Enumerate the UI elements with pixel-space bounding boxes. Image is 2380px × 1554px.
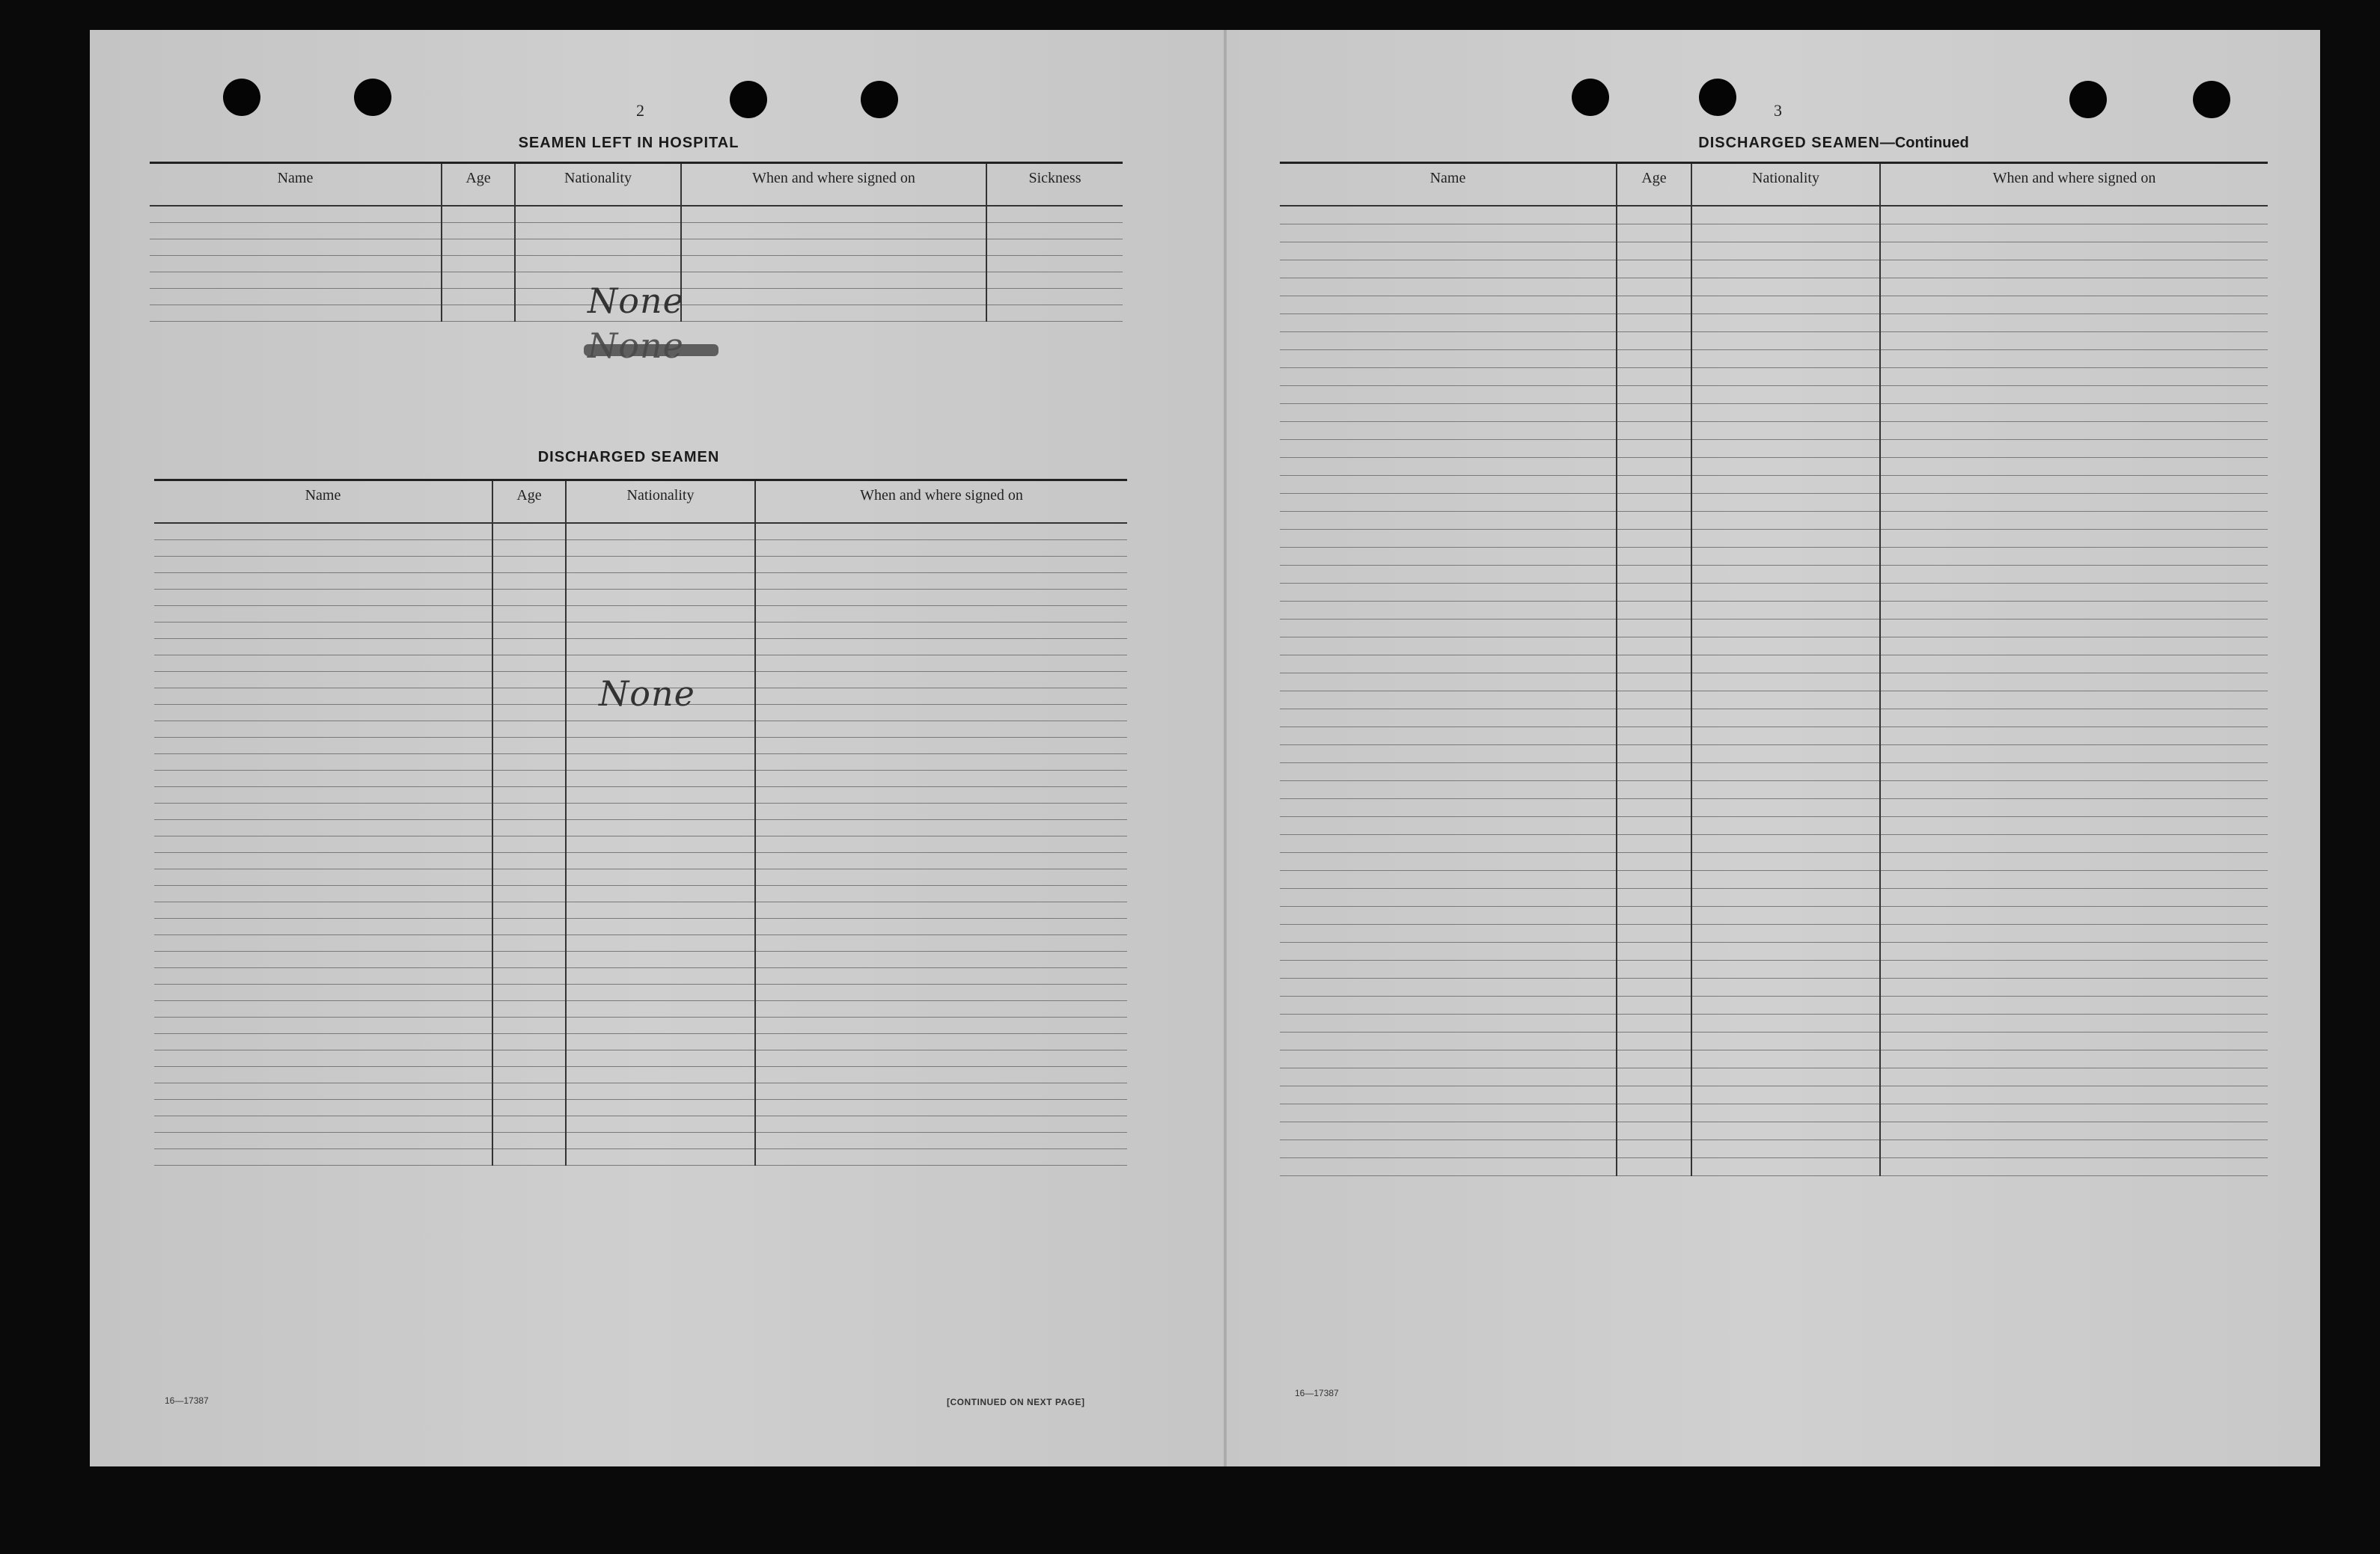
table-row	[1280, 512, 2268, 530]
table-row	[1280, 206, 2268, 224]
discharged-section-title: DISCHARGED SEAMEN	[537, 449, 720, 465]
table-row	[1280, 1033, 2268, 1050]
table-header-row	[150, 163, 1123, 207]
discharged-continued-title	[1639, 135, 2028, 152]
table-row	[1280, 673, 2268, 691]
table-row	[1280, 494, 2268, 512]
column-header-signed-on: When and where signed on	[1880, 163, 2268, 207]
table-row	[1280, 260, 2268, 278]
table-row	[1280, 476, 2268, 494]
table-row	[1280, 637, 2268, 655]
left-page	[150, 30, 1197, 1466]
table-row	[1280, 1086, 2268, 1104]
table-row	[154, 1100, 1127, 1116]
table-row	[154, 836, 1127, 853]
table-row	[154, 540, 1127, 557]
table-row	[1280, 727, 2268, 745]
table-row	[150, 223, 1123, 239]
table-row	[154, 1149, 1127, 1166]
discharged-table	[154, 479, 1127, 1166]
table-row	[1280, 620, 2268, 637]
table-row	[1280, 925, 2268, 943]
table-row	[154, 1116, 1127, 1133]
column-header-sickness: Sickness	[986, 163, 1123, 207]
table-row	[1280, 817, 2268, 835]
table-row	[1280, 350, 2268, 368]
table-row	[1280, 1104, 2268, 1122]
table-row	[150, 239, 1123, 256]
table-row	[154, 573, 1127, 590]
table-row	[154, 655, 1127, 672]
table-row	[154, 771, 1127, 787]
table-row	[1280, 709, 2268, 727]
right-page	[1280, 30, 2380, 1466]
column-header-age: Age	[1617, 163, 1691, 207]
column-header-nationality: Nationality	[1691, 163, 1880, 207]
table-row	[154, 523, 1127, 540]
column-header-name: Name	[154, 480, 492, 524]
table-row	[1280, 530, 2268, 548]
page-fold	[1224, 30, 1227, 1466]
table-row	[1280, 548, 2268, 566]
table-row	[154, 1067, 1127, 1083]
handwritten-entry: None	[599, 673, 695, 714]
section-title-suffix: —Continued	[1879, 135, 1969, 151]
discharged-continued-table	[1280, 162, 2268, 1176]
table-row	[154, 919, 1127, 935]
table-row	[154, 869, 1127, 886]
table-row	[1280, 781, 2268, 799]
document-sheet	[90, 30, 2320, 1466]
table-row	[154, 1018, 1127, 1034]
column-header-name: Name	[150, 163, 442, 207]
table-row	[1280, 1050, 2268, 1068]
table-row	[154, 952, 1127, 968]
table-row	[1280, 1015, 2268, 1033]
table-row	[1280, 889, 2268, 907]
table-row	[1280, 871, 2268, 889]
table-row	[1280, 979, 2268, 997]
table-row	[154, 738, 1127, 754]
table-row	[154, 639, 1127, 655]
table-row	[1280, 296, 2268, 314]
table-row	[154, 1050, 1127, 1067]
column-header-age: Age	[442, 163, 515, 207]
form-number: 16—17387	[1295, 1388, 1339, 1398]
table-row	[1280, 278, 2268, 296]
section-title-text: DISCHARGED SEAMEN	[1698, 135, 1880, 151]
table-row	[1280, 1140, 2268, 1158]
column-header-signed-on: When and where signed on	[755, 480, 1127, 524]
table-row	[1280, 422, 2268, 440]
strikethrough-mark	[584, 344, 718, 356]
page-number: 2	[636, 101, 644, 120]
table-row	[150, 206, 1123, 223]
table-row	[154, 804, 1127, 820]
table-row	[150, 256, 1123, 272]
table-row	[1280, 566, 2268, 584]
table-row	[1280, 853, 2268, 871]
column-header-nationality: Nationality	[515, 163, 681, 207]
table-row	[1280, 1122, 2268, 1140]
form-number: 16—17387	[165, 1395, 209, 1406]
table-row	[154, 1034, 1127, 1050]
column-header-nationality: Nationality	[566, 480, 755, 524]
table-header-row	[1280, 163, 2268, 207]
table-row	[1280, 1158, 2268, 1176]
table-row	[154, 886, 1127, 902]
table-row	[154, 985, 1127, 1001]
table-row	[1280, 691, 2268, 709]
table-row	[1280, 314, 2268, 332]
column-header-age: Age	[492, 480, 566, 524]
table-row	[154, 721, 1127, 738]
table-row	[1280, 745, 2268, 763]
table-row	[1280, 368, 2268, 386]
table-row	[154, 1083, 1127, 1100]
table-row	[1280, 602, 2268, 620]
table-row	[154, 622, 1127, 639]
table-row	[1280, 799, 2268, 817]
table-row	[154, 606, 1127, 622]
table-row	[154, 968, 1127, 985]
table-row	[1280, 404, 2268, 422]
table-row	[1280, 943, 2268, 961]
table-row	[154, 754, 1127, 771]
column-header-signed-on: When and where signed on	[681, 163, 986, 207]
table-row	[1280, 835, 2268, 853]
table-row	[1280, 458, 2268, 476]
table-row	[1280, 763, 2268, 781]
table-row	[154, 902, 1127, 919]
table-row	[1280, 386, 2268, 404]
table-row	[1280, 242, 2268, 260]
table-row	[154, 787, 1127, 804]
table-row	[1280, 997, 2268, 1015]
table-row	[1280, 1068, 2268, 1086]
table-row	[154, 935, 1127, 952]
table-row	[154, 1133, 1127, 1149]
table-row	[154, 557, 1127, 573]
table-row	[1280, 961, 2268, 979]
page-number: 3	[1774, 101, 1782, 120]
table-header-row	[154, 480, 1127, 524]
table-row	[154, 853, 1127, 869]
hospital-section-title: SEAMEN LEFT IN HOSPITAL	[518, 135, 739, 151]
table-row	[154, 1001, 1127, 1018]
continued-note: [CONTINUED ON NEXT PAGE]	[947, 1397, 1085, 1407]
table-row	[1280, 907, 2268, 925]
table-row	[1280, 332, 2268, 350]
handwritten-entry: None	[588, 281, 684, 321]
table-row	[1280, 584, 2268, 602]
table-row	[1280, 655, 2268, 673]
table-row	[154, 590, 1127, 606]
table-row	[1280, 224, 2268, 242]
table-row	[1280, 440, 2268, 458]
table-row	[154, 820, 1127, 836]
column-header-name: Name	[1280, 163, 1617, 207]
